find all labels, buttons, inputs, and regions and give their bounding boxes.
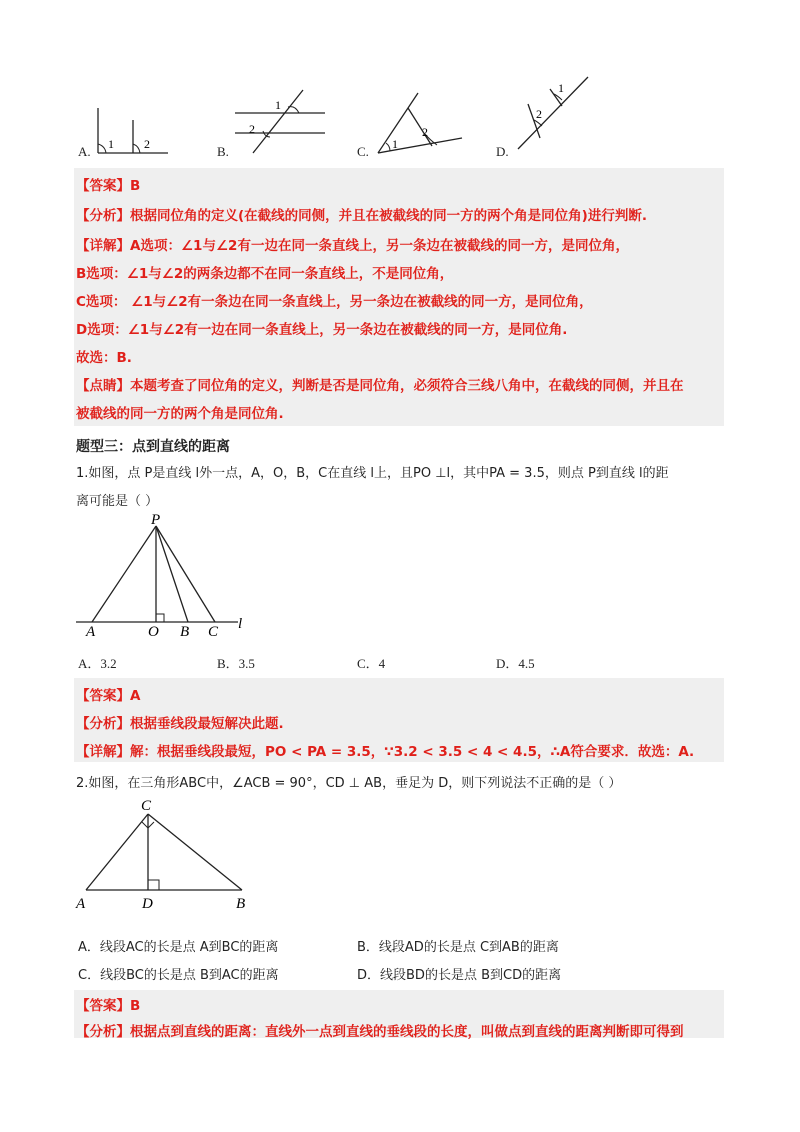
option-c-label: C. [357, 144, 369, 159]
prev-detail-3: C选项： ∠1与∠2有一条边在同一条直线上，另一条边在被截线的同一方，是同位角， [76, 294, 593, 310]
answer-block-previous [74, 168, 724, 426]
fig-c-label-2: 2 [422, 125, 428, 139]
q1-label-p: P [151, 512, 161, 528]
prev-answer: 【答案】B [76, 178, 141, 194]
q1-label-b: B [180, 624, 190, 640]
q1-label-l: l [238, 616, 243, 632]
q1-option-c: C．4 [357, 656, 386, 671]
q2-option-a: A．线段AC的长是点 A到BC的距离 [78, 940, 279, 955]
q2-option-c: C．线段BC的长是点 B到AC的距离 [78, 968, 279, 983]
q1-stem-line1: 1.如图，点 P是直线 l外一点，A，O，B，C在直线 l上，且PO ⊥l，其中PA = 3.5，则点 P到直线 l的距 [76, 466, 669, 481]
q2-option-d: D．线段BD的长是点 B到CD的距离 [357, 968, 562, 983]
prev-detail-1: 【详解】A选项：∠1与∠2有一边在同一条直线上，另一条边在被截线的同一方，是同位角， [76, 238, 629, 254]
option-b-label: B. [217, 144, 229, 159]
answer-block-q2 [74, 990, 724, 1038]
prev-detail-4: D选项：∠1与∠2有一边在同一条直线上，另一条边在被截线的同一方，是同位角. [76, 322, 568, 338]
fig-c-label-1: 1 [392, 137, 398, 151]
prev-comment-1: 【点睛】本题考查了同位角的定义，判断是否是同位角，必须符合三线八角中，在截线的同侧，并且在 [76, 378, 684, 394]
q2-label-c: C [141, 798, 152, 814]
figure-a-diagram [78, 100, 178, 160]
fig-d-label-1: 1 [558, 81, 564, 95]
q1-label-c: C [208, 624, 219, 640]
option-a-label: A. [78, 144, 91, 159]
q1-answer: 【答案】A [76, 688, 141, 704]
fig-a-label-2: 2 [144, 137, 150, 151]
q2-answer: 【答案】B [76, 998, 141, 1014]
fig-d-label-2: 2 [536, 107, 542, 121]
prev-analysis: 【分析】根据同位角的定义(在截线的同侧，并且在被截线的同一方的两个角是同位角)进行判断. [76, 208, 647, 224]
q1-label-o: O [148, 624, 159, 640]
fig-a-label-1: 1 [108, 137, 114, 151]
prev-comment-2: 被截线的同一方的两个角是同位角. [76, 406, 284, 422]
q1-stem-line2: 离可能是（ ） [76, 494, 159, 509]
q2-label-a: A [76, 896, 86, 912]
q2-stem: 2.如图，在三角形ABC中，∠ACB = 90°，CD ⊥ AB，垂足为 D，则下列说法不正确的是（ ） [76, 776, 622, 791]
figure-d-diagram [510, 74, 600, 154]
q1-analysis: 【分析】根据垂线段最短解决此题. [76, 716, 284, 732]
q1-diagram [70, 510, 260, 640]
figure-c-diagram [370, 88, 470, 158]
figure-b-diagram [225, 85, 335, 155]
q2-diagram [70, 792, 270, 912]
prev-conclusion: 故选：B. [76, 350, 132, 366]
q1-detail: 【详解】解：根据垂线段最短，PO < PA = 3.5，∵3.2 < 3.5 < 4 < 4.5，∴A符合要求．故选：A. [76, 744, 695, 760]
fig-b-label-1: 1 [275, 98, 281, 112]
prev-detail-2: B选项：∠1与∠2的两条边都不在同一条直线上，不是同位角， [76, 266, 454, 282]
q2-label-b: B [236, 896, 246, 912]
answer-block-q1 [74, 678, 724, 762]
q1-option-b: B．3.5 [217, 656, 255, 671]
q2-option-b: B．线段AD的长是点 C到AB的距离 [357, 940, 559, 955]
section-title: 题型三：点到直线的距离 [76, 439, 230, 455]
option-d-label: D. [496, 144, 509, 159]
q2-label-d: D [142, 896, 153, 912]
q1-option-a: A．3.2 [78, 656, 117, 671]
q2-analysis: 【分析】根据点到直线的距离：直线外一点到直线的垂线段的长度，叫做点到直线的距离判断即可得到 [76, 1024, 684, 1040]
q1-label-a: A [86, 624, 96, 640]
q1-option-d: D．4.5 [496, 656, 535, 671]
fig-b-label-2: 2 [249, 122, 255, 136]
